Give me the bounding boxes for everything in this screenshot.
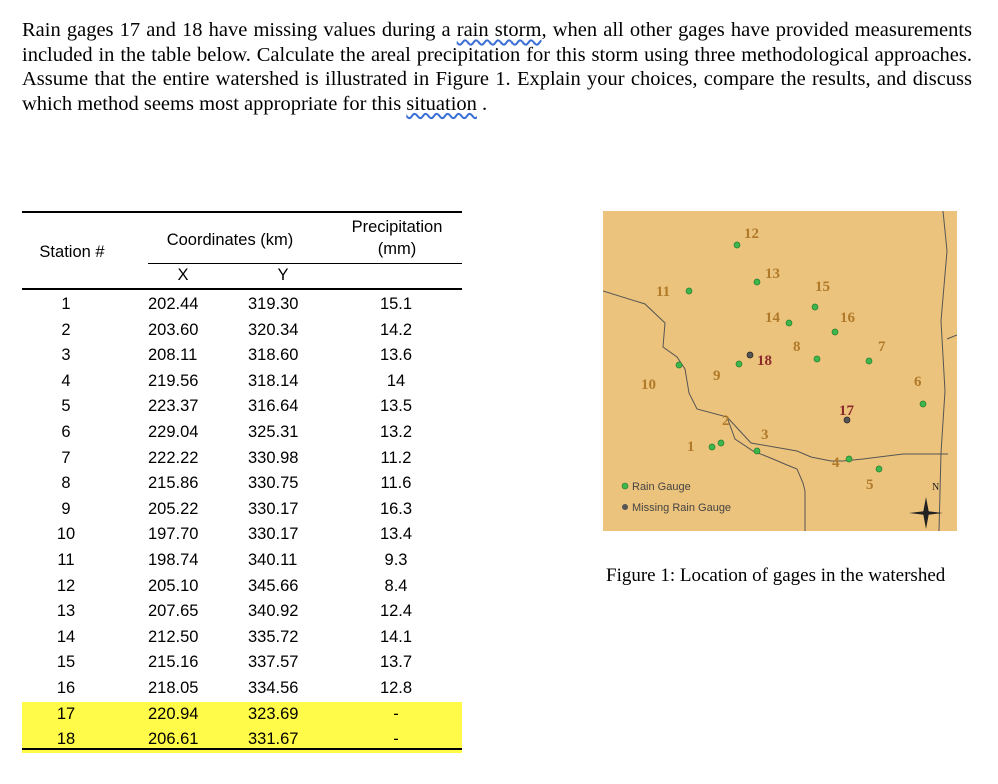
gauge-point [676,362,682,368]
cell-y: 334.56 [248,679,299,697]
cell-y: 330.98 [248,448,299,467]
cell-station: 12 [56,576,76,595]
cell-y: 340.92 [248,602,299,621]
cell-y: 316.64 [248,397,299,416]
cell-y: 337.57 [248,653,299,672]
cell-p: 12.4 [379,602,413,621]
table-row [22,318,462,344]
table-row [22,625,462,651]
cell-p: 8.4 [384,576,408,595]
cell-x: 206.61 [148,730,199,749]
cell-x: 205.10 [148,576,199,595]
cell-station: 7 [61,448,71,467]
cell-p: 9.3 [384,551,408,569]
legend-missing-gauge-label: Missing Rain Gauge [632,502,732,514]
table-row [22,292,462,318]
gauge-point [754,279,760,285]
cell-x: 202.44 [148,295,199,313]
cell-p: 13.6 [379,346,413,365]
cell-y: 318.14 [248,371,299,390]
cell-p: 15.1 [379,295,413,313]
cell-station: 5 [61,397,71,416]
cell-x: 205.22 [148,499,199,518]
cell-station: 16 [56,679,76,697]
cell-x: 222.22 [148,448,199,467]
gauge-point [876,466,882,472]
gauge-point [754,448,760,454]
cell-x: 223.37 [148,397,199,416]
gauge-label: 6 [914,374,922,390]
cell-x: 212.50 [148,627,199,646]
cell-y: 320.34 [248,320,299,339]
cell-p: 13.2 [379,423,413,441]
cell-station: 18 [56,730,76,749]
table-row [22,446,462,472]
gauge-point [747,352,753,358]
gauge-label: 11 [656,284,671,300]
cell-p: 11.6 [380,474,412,493]
cell-station: 10 [56,525,76,544]
gauge-point [832,329,838,335]
gauge-point [866,358,872,364]
header-x: X [177,266,189,284]
gauge-point [920,401,926,407]
problem-text-2: , when all other gages have provided measurements included in the table below. Calculate the areal precipitation for this storm using three methodological approaches. Assume that the entire watershed is illustrated in Figure 1. Explain your choices, compare the results, and discuss which method seems most appropriate for this [22,19,972,115]
cell-x: 215.16 [148,653,199,672]
table-top-rule [22,211,462,213]
legend-rain-gauge-label: Rain Gauge [632,481,691,493]
cell-y: 335.72 [248,627,299,646]
cell-x: 215.86 [148,474,199,493]
gauge-label: 3 [761,427,769,443]
gauge-label: 16 [840,310,855,326]
cell-station: 15 [56,653,76,672]
gauge-point [736,361,742,367]
gauge-label: 5 [866,477,874,493]
figure-caption: Figure 1: Location of gages in the watershed [606,565,946,586]
cell-y: 319.30 [248,295,299,313]
cell-p: 16.3 [379,499,413,518]
header-coordinates: Coordinates (km) [166,231,294,249]
header-precipitation: Precipitation [351,218,443,236]
cell-station: 6 [61,423,71,441]
cell-p: 14.1 [379,627,413,646]
table-row [22,548,462,574]
cell-p: - [393,730,399,749]
cell-station: 17 [56,704,76,723]
cell-station: 1 [61,295,71,313]
cell-p: 13.4 [379,525,413,544]
table-row [22,343,462,369]
gauge-label: 18 [757,353,772,369]
gauge-point [814,356,820,362]
cell-station: 9 [61,499,71,518]
cell-x: 218.05 [148,679,199,697]
cell-station: 2 [61,320,71,339]
cell-y: 340.11 [248,551,298,569]
cell-y: 345.66 [248,576,299,595]
problem-text-3: . [476,92,488,115]
gauge-label: 7 [878,339,886,355]
header-y: Y [277,266,289,284]
cell-x: 207.65 [148,602,199,621]
table-row [22,676,462,702]
gauge-label: 8 [793,339,801,355]
cell-p: 12.8 [379,679,413,697]
cell-x: 229.04 [148,423,199,441]
table-row [22,394,462,420]
problem-text-1: Rain gages 17 and 18 have missing values during a [22,19,457,41]
table-bottom-rule [22,748,462,750]
cell-station: 3 [61,346,71,365]
table-row [22,599,462,625]
cell-x: 198.74 [148,551,199,569]
table-row [22,369,462,395]
table-row [22,574,462,600]
gauge-label: 1 [687,439,695,455]
cell-p: 14 [386,371,406,390]
gage-table [22,211,462,751]
cell-x: 197.70 [148,525,199,544]
legend-missing-gauge-icon [622,504,628,510]
gauge-point [709,444,715,450]
header-station: Station # [39,243,105,261]
cell-y: 323.69 [248,704,299,723]
header-mid-rule [148,263,462,264]
cell-y: 331.67 [248,730,299,749]
table-row [22,420,462,446]
gauge-point [734,242,740,248]
gauge-label: 4 [832,455,840,471]
problem-statement [22,18,972,116]
header-precipitation-units: (mm) [377,240,417,258]
gauge-label: 9 [713,368,721,384]
cell-x: 220.94 [148,704,199,723]
cell-y: 330.17 [248,525,299,544]
watershed-map [603,211,957,531]
gauge-label: 10 [641,377,656,393]
cell-p: 11.2 [380,448,412,467]
cell-x: 219.56 [148,371,199,390]
problem-text-rainstorm: rain storm [456,19,542,41]
legend-rain-gauge-icon [622,483,628,489]
header-bottom-rule [22,288,462,290]
gauge-point [786,320,792,326]
cell-y: 318.60 [248,346,299,365]
cell-y: 330.75 [248,474,299,493]
cell-p: 14.2 [379,320,413,339]
north-label: N [932,482,940,493]
gauge-label: 13 [765,266,780,282]
gauge-label: 15 [815,279,830,295]
cell-y: 330.17 [248,499,299,518]
gauge-label: 14 [765,310,780,326]
cell-station: 4 [61,371,71,390]
gauge-point [812,304,818,310]
table-row [22,522,462,548]
cell-p: 13.7 [379,653,413,672]
cell-x: 208.11 [148,346,198,365]
problem-text-situation: situation [406,92,477,115]
gauge-point [718,440,724,446]
gauge-label: 2 [722,413,730,429]
cell-station: 8 [61,474,71,493]
gauge-label: 17 [839,403,854,419]
gauge-point [846,456,852,462]
table-row [22,702,462,728]
gauge-point [686,288,692,294]
table-row [22,650,462,676]
gauge-label: 12 [744,226,759,242]
cell-station: 11 [57,551,75,569]
cell-station: 13 [56,602,76,621]
cell-p: 13.5 [379,397,413,416]
cell-station: 14 [56,627,76,646]
table-row [22,497,462,523]
cell-p: - [393,704,399,723]
cell-x: 203.60 [148,320,199,339]
table-row [22,471,462,497]
cell-y: 325.31 [248,423,299,441]
